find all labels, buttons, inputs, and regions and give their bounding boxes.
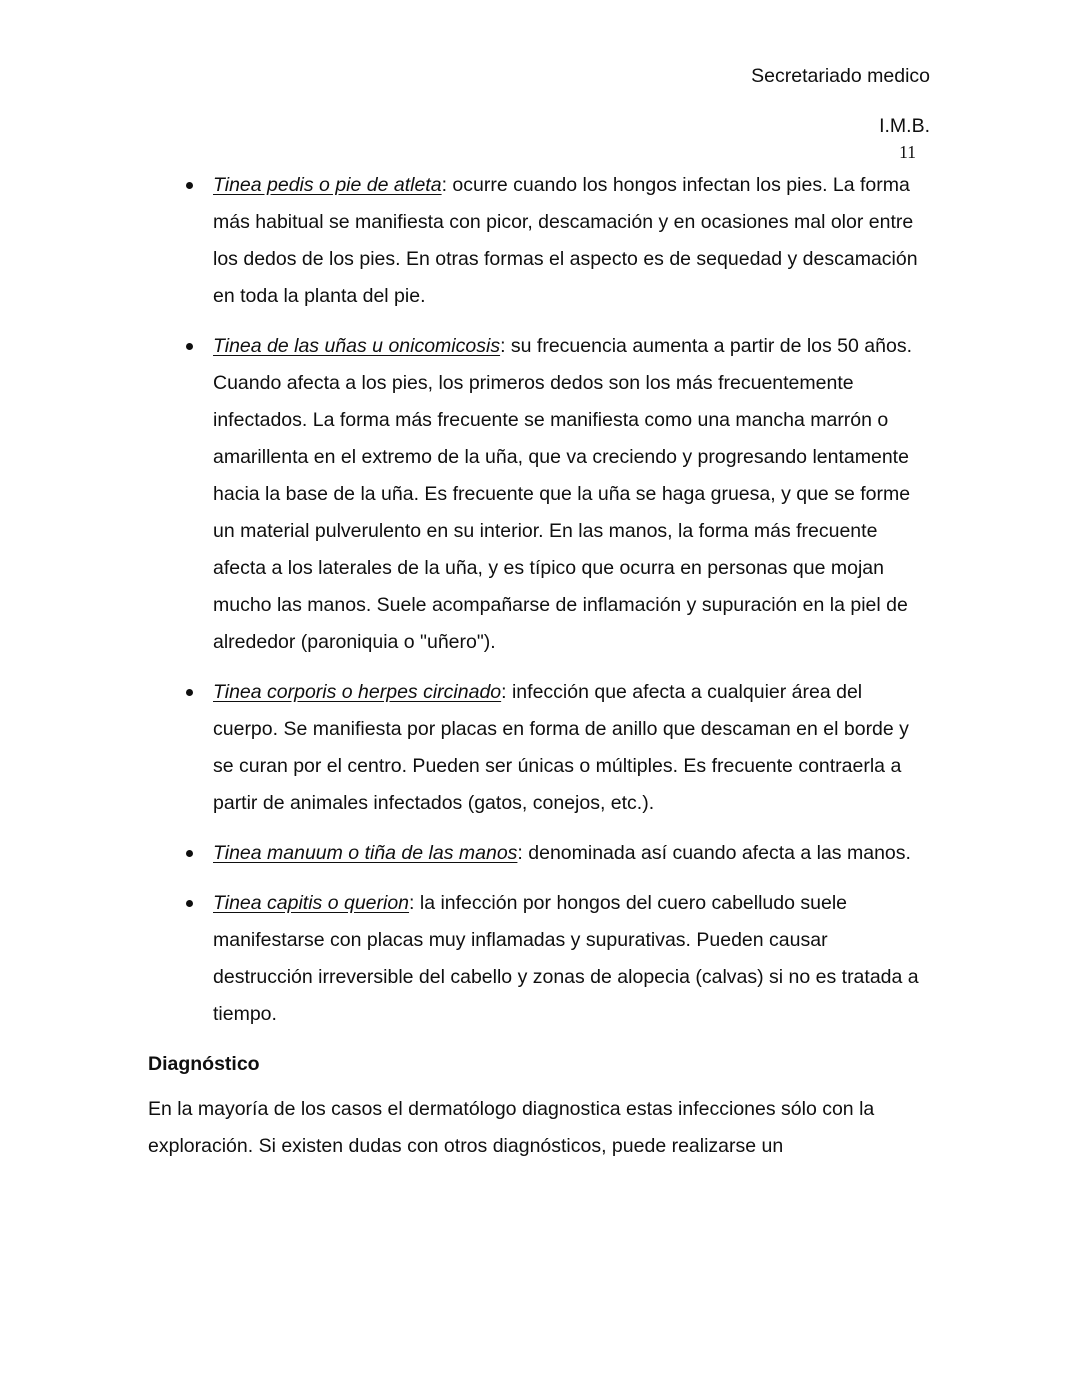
bullet-term: Tinea manuum o tiña de las manos (213, 842, 518, 864)
bullet-text: : su frecuencia aumenta a partir de los 50 años. Cuando afecta a los pies, los primeros dedos son los más frecuentemente infectados. La forma más frecuente se manifiesta como una mancha marrón o amarillenta en el extremo de la uña, que va creciendo y progresando lentamente hacia la base de la uña. Es frecuente que la uña se haga gruesa, y que se forme un material pulverulento en su interior. En las manos, la forma más frecuente afecta a los laterales de la uña, y es típico que ocurra en personas que mojan mucho las manos. Suele acompañarse de inflamación y supuración en la piel de alrededor (paroniquia o "uñero"). (213, 335, 912, 653)
bullet-text: : la infección por hongos del cuero cabelludo suele manifestarse con placas muy inflamadas y supurativas. Pueden causar destrucción irreversible del cabello y zonas de alopecia (calvas) si no es tratada a tiempo. (213, 892, 919, 1025)
page-number: 11 (899, 142, 916, 162)
bullet-item-tinea-capitis (148, 885, 930, 1033)
bullet-text: : infección que afecta a cualquier área del cuerpo. Se manifiesta por placas en forma de anillo que descaman en el borde y se curan por el centro. Pueden ser únicas o múltiples. Es frecuente contraerla a partir de animales infectados (gatos, conejos, etc.). (213, 681, 909, 814)
bullet-item-tinea-pedis (148, 167, 930, 315)
bullet-item-tinea-corporis (148, 674, 930, 822)
header-initials: I.M.B. (879, 115, 930, 137)
document-body (0, 167, 1080, 1165)
header-course-title: Secretariado medico (751, 65, 930, 87)
bullet-item-tinea-manuum (148, 835, 930, 872)
bullet-term: Tinea capitis o querion (213, 892, 410, 914)
bullet-item-tinea-unas (148, 328, 930, 661)
bullet-term: Tinea corporis o herpes circinado (213, 681, 502, 703)
document-header (0, 0, 1080, 163)
section-heading-diagnostico: Diagnóstico (148, 1053, 260, 1075)
bullet-text: : ocurre cuando los hongos infectan los pies. La forma más habitual se manifiesta con picor, descamación y en ocasiones mal olor entre los dedos de los pies. En otras formas el aspecto es de sequedad y descamación en toda la planta del pie. (213, 174, 918, 307)
bullet-term: Tinea de las uñas u onicomicosis (213, 335, 501, 357)
bullet-term: Tinea pedis o pie de atleta (213, 174, 442, 196)
bullet-text: : denominada así cuando afecta a las manos. (517, 842, 911, 864)
tinea-bullet-list (148, 167, 930, 1033)
body-paragraph: En la mayoría de los casos el dermatólogo diagnostica estas infecciones sólo con la exploración. Si existen dudas con otros diagnósticos, puede realizarse un (148, 1098, 875, 1157)
